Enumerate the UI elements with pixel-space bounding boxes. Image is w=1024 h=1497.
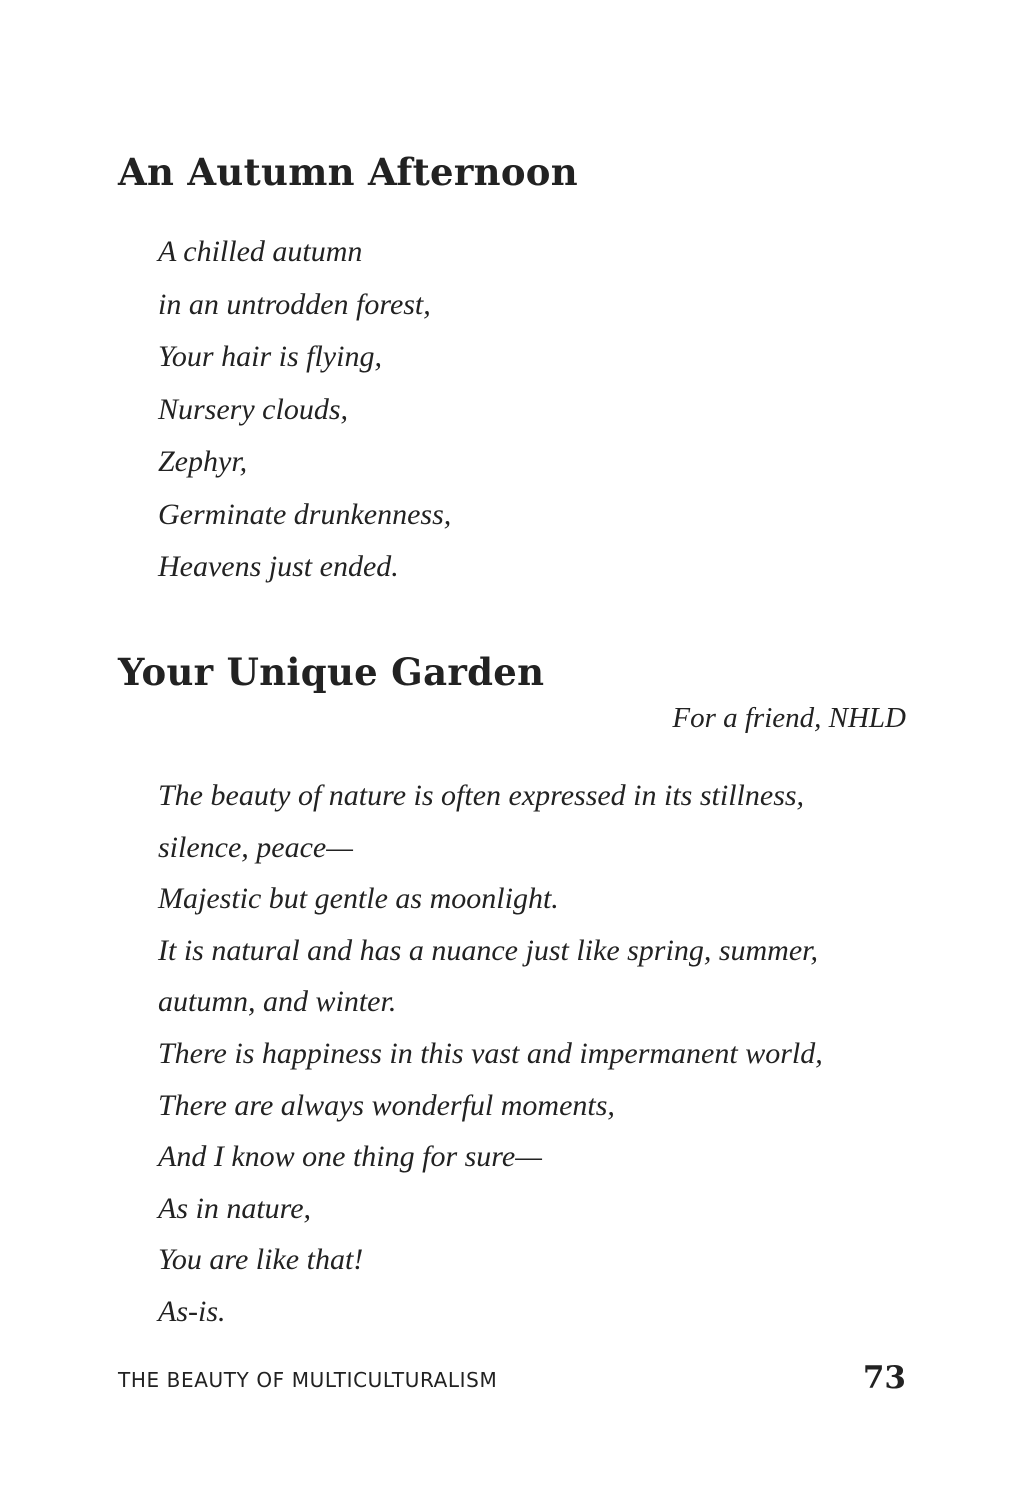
poem-line: Your hair is flying, bbox=[158, 340, 382, 373]
poem-line: A chilled autumn bbox=[158, 235, 363, 268]
poem-line: As in nature, bbox=[158, 1191, 312, 1225]
poem-line: There are always wonderful moments, bbox=[158, 1088, 615, 1122]
page-number: 73 bbox=[862, 1360, 906, 1396]
poem-line: Zephyr, bbox=[158, 445, 248, 478]
poem-line: in an untrodden forest, bbox=[158, 287, 431, 321]
poem-body-unique-garden bbox=[158, 770, 823, 1338]
poem-line: It is natural and has a nuance just like spring, summer, bbox=[158, 933, 818, 967]
poem-dedication: For a friend, NHLD bbox=[672, 702, 906, 734]
poem-line: Majestic but gentle as moonlight. bbox=[158, 882, 559, 916]
running-footer-book-title: THE BEAUTY OF MULTICULTURALISM bbox=[118, 1368, 498, 1392]
poem-line: autumn, and winter. bbox=[158, 985, 397, 1019]
poem-line: Heavens just ended. bbox=[158, 550, 399, 583]
poem-title-unique-garden: Your Unique Garden bbox=[118, 650, 545, 694]
poem-line: There is happiness in this vast and impermanent world, bbox=[158, 1036, 823, 1070]
poem-body-autumn-afternoon bbox=[158, 226, 451, 594]
poem-line: silence, peace— bbox=[158, 830, 353, 864]
poem-title-autumn-afternoon: An Autumn Afternoon bbox=[118, 150, 578, 194]
poem-line: Germinate drunkenness, bbox=[158, 497, 452, 531]
poem-line: The beauty of nature is often expressed in its stillness, bbox=[158, 779, 805, 812]
poem-line: You are like that! bbox=[158, 1243, 364, 1277]
poem-line: As-is. bbox=[158, 1294, 226, 1328]
poem-line: And I know one thing for sure— bbox=[158, 1140, 542, 1174]
poem-line: Nursery clouds, bbox=[158, 392, 348, 426]
